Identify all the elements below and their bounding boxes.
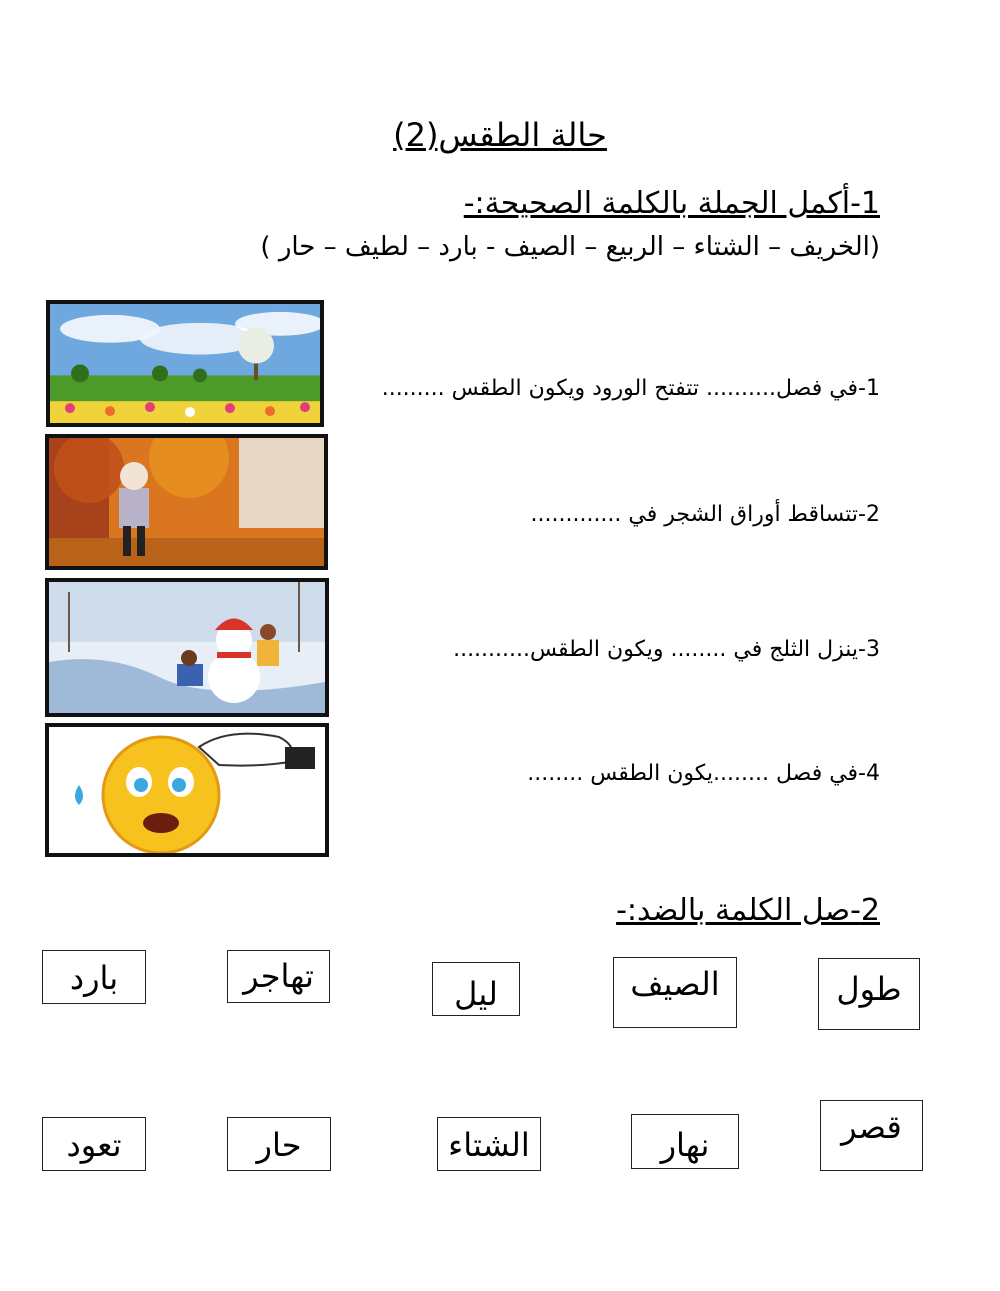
- word-bank: (الخريف – الشتاء – الربيع – الصيف - بارد – لطيف – حار ): [260, 232, 880, 262]
- sentence-4: 4-في فصل ........يكون الطقس ........: [527, 761, 880, 786]
- word-box-migrate[interactable]: تهاجر: [227, 950, 330, 1003]
- word-box-return[interactable]: تعود: [42, 1117, 146, 1171]
- sentence-3: 3-ينزل الثلج في ........ ويكون الطقس...........: [453, 637, 880, 662]
- section2-heading: 2-صل الكلمة بالضد:-: [616, 893, 880, 928]
- winter-image: [45, 578, 329, 717]
- autumn-image: [45, 434, 328, 570]
- spring-image: [46, 300, 324, 427]
- page-title: حالة الطقس(2): [393, 116, 607, 154]
- word-box-tool[interactable]: طول: [818, 958, 920, 1030]
- word-box-winter[interactable]: الشتاء: [437, 1117, 541, 1171]
- word-box-night[interactable]: ليل: [432, 962, 520, 1016]
- word-box-short[interactable]: قصر: [820, 1100, 923, 1171]
- word-box-day[interactable]: نهار: [631, 1114, 739, 1169]
- word-box-hot[interactable]: حار: [227, 1117, 331, 1171]
- word-box-cold[interactable]: بارد: [42, 950, 146, 1004]
- word-box-summer[interactable]: الصيف: [613, 957, 737, 1028]
- hot-emoji-image: [45, 723, 329, 857]
- section1-heading: 1-أكمل الجملة بالكلمة الصحيحة:-: [463, 186, 880, 221]
- sentence-1: 1-في فصل.......... تتفتح الورود ويكون الطقس .........: [381, 376, 880, 401]
- sentence-2: 2-تتساقط أوراق الشجر في .............: [530, 502, 880, 527]
